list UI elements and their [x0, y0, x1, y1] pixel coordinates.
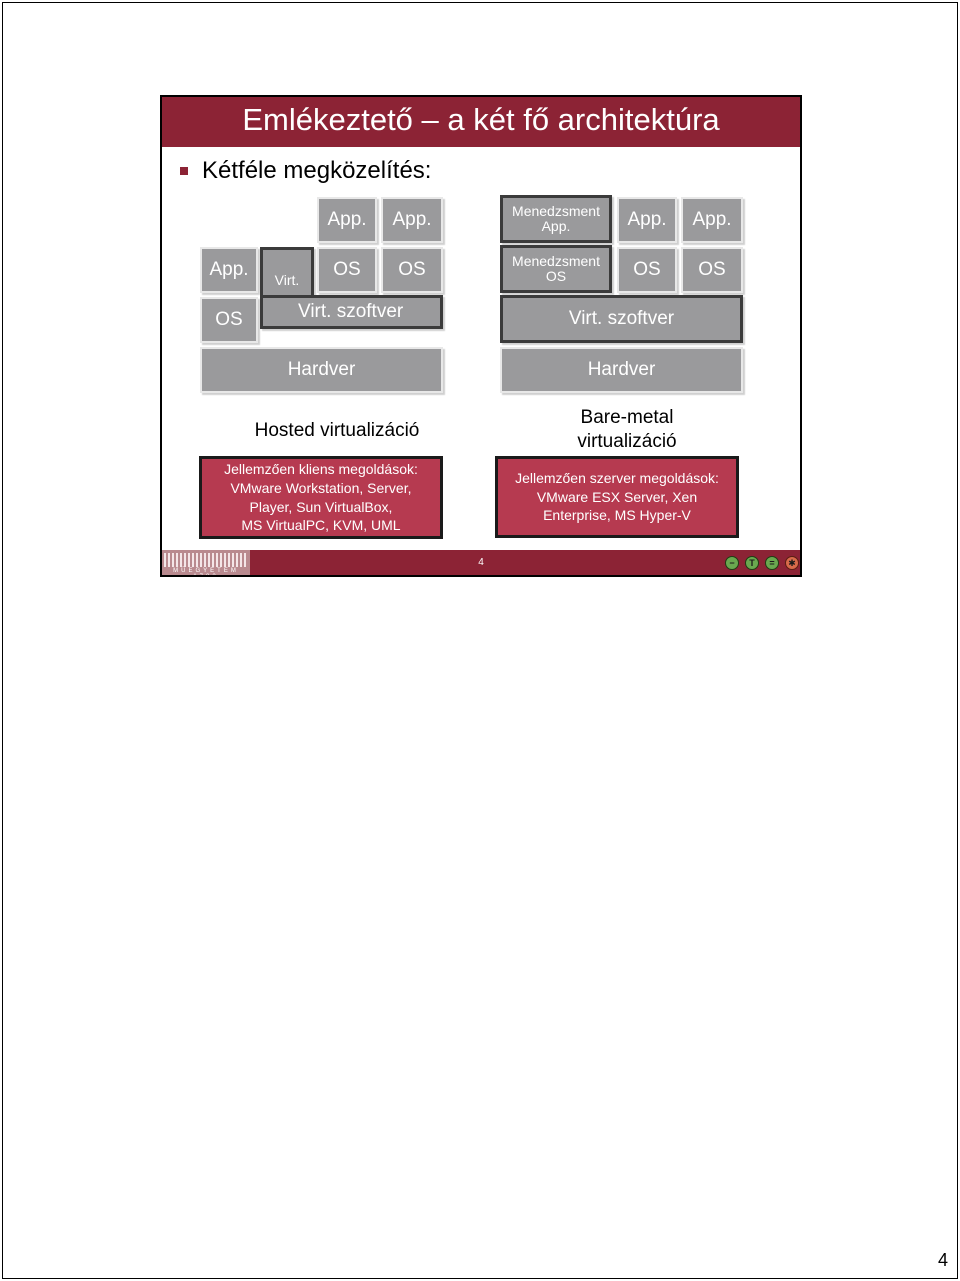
- hosted-virt-box: Virt.: [260, 247, 314, 299]
- logo-text: MŰEGYETEM 1782: [173, 568, 239, 577]
- hosted-os-box-1: OS: [317, 247, 377, 293]
- baremetal-note: [495, 456, 739, 538]
- green-equals-icon: =: [765, 556, 779, 570]
- hosted-app-box-left: App.: [200, 247, 258, 293]
- hosted-app-box-2: App.: [381, 197, 443, 243]
- baremetal-note-line: Enterprise, MS Hyper-V: [543, 507, 691, 524]
- slide-footer-page-number: 4: [478, 557, 484, 568]
- green-minus-icon: −: [725, 556, 739, 570]
- baremetal-os-box-1: OS: [617, 247, 677, 293]
- red-logo-icon: ✱: [785, 556, 799, 570]
- bullet-marker: [180, 167, 188, 175]
- hosted-note-line: Player, Sun VirtualBox,: [249, 498, 393, 515]
- hosted-virt-software-box: Virt. szoftver: [260, 295, 443, 329]
- hosted-note-line: VMware Workstation, Server,: [230, 479, 412, 496]
- green-t-icon: T: [745, 556, 759, 570]
- baremetal-app-box-2: App.: [681, 197, 743, 243]
- hosted-note-line: Jellemzően kliens megoldások:: [224, 460, 418, 477]
- slide-footer: [162, 550, 800, 577]
- hosted-os-box-2: OS: [381, 247, 443, 293]
- baremetal-caption: [522, 406, 732, 454]
- hosted-caption: Hosted virtualizáció: [254, 420, 420, 441]
- baremetal-mgmt-os-box: Menedzsment OS: [500, 245, 612, 293]
- page-number: 4: [937, 1250, 948, 1270]
- baremetal-note-line: VMware ESX Server, Xen: [536, 488, 698, 505]
- baremetal-caption-line: Bare-metal: [580, 407, 674, 428]
- baremetal-virt-software-box: Virt. szoftver: [500, 295, 743, 343]
- hosted-app-box-1: App.: [317, 197, 377, 243]
- baremetal-os-box-2: OS: [681, 247, 743, 293]
- bullet-text: Kétféle megközelítés:: [202, 157, 432, 184]
- baremetal-note-line: Jellemzően szerver megoldások:: [515, 469, 719, 486]
- hosted-hardware-box: Hardver: [200, 347, 443, 393]
- baremetal-app-box-1: App.: [617, 197, 677, 243]
- hosted-note-line: MS VirtualPC, KVM, UML: [241, 517, 401, 534]
- slide-title: Emlékeztető – a két fő architektúra: [242, 102, 720, 137]
- slide-header: [162, 97, 800, 147]
- hosted-note: [199, 456, 443, 539]
- hosted-os-box-left: OS: [200, 297, 258, 343]
- baremetal-mgmt-app-box: Menedzsment App.: [500, 195, 612, 243]
- baremetal-caption-line: virtualizáció: [577, 430, 677, 452]
- baremetal-hardware-box: Hardver: [500, 347, 743, 393]
- slide: [160, 95, 802, 577]
